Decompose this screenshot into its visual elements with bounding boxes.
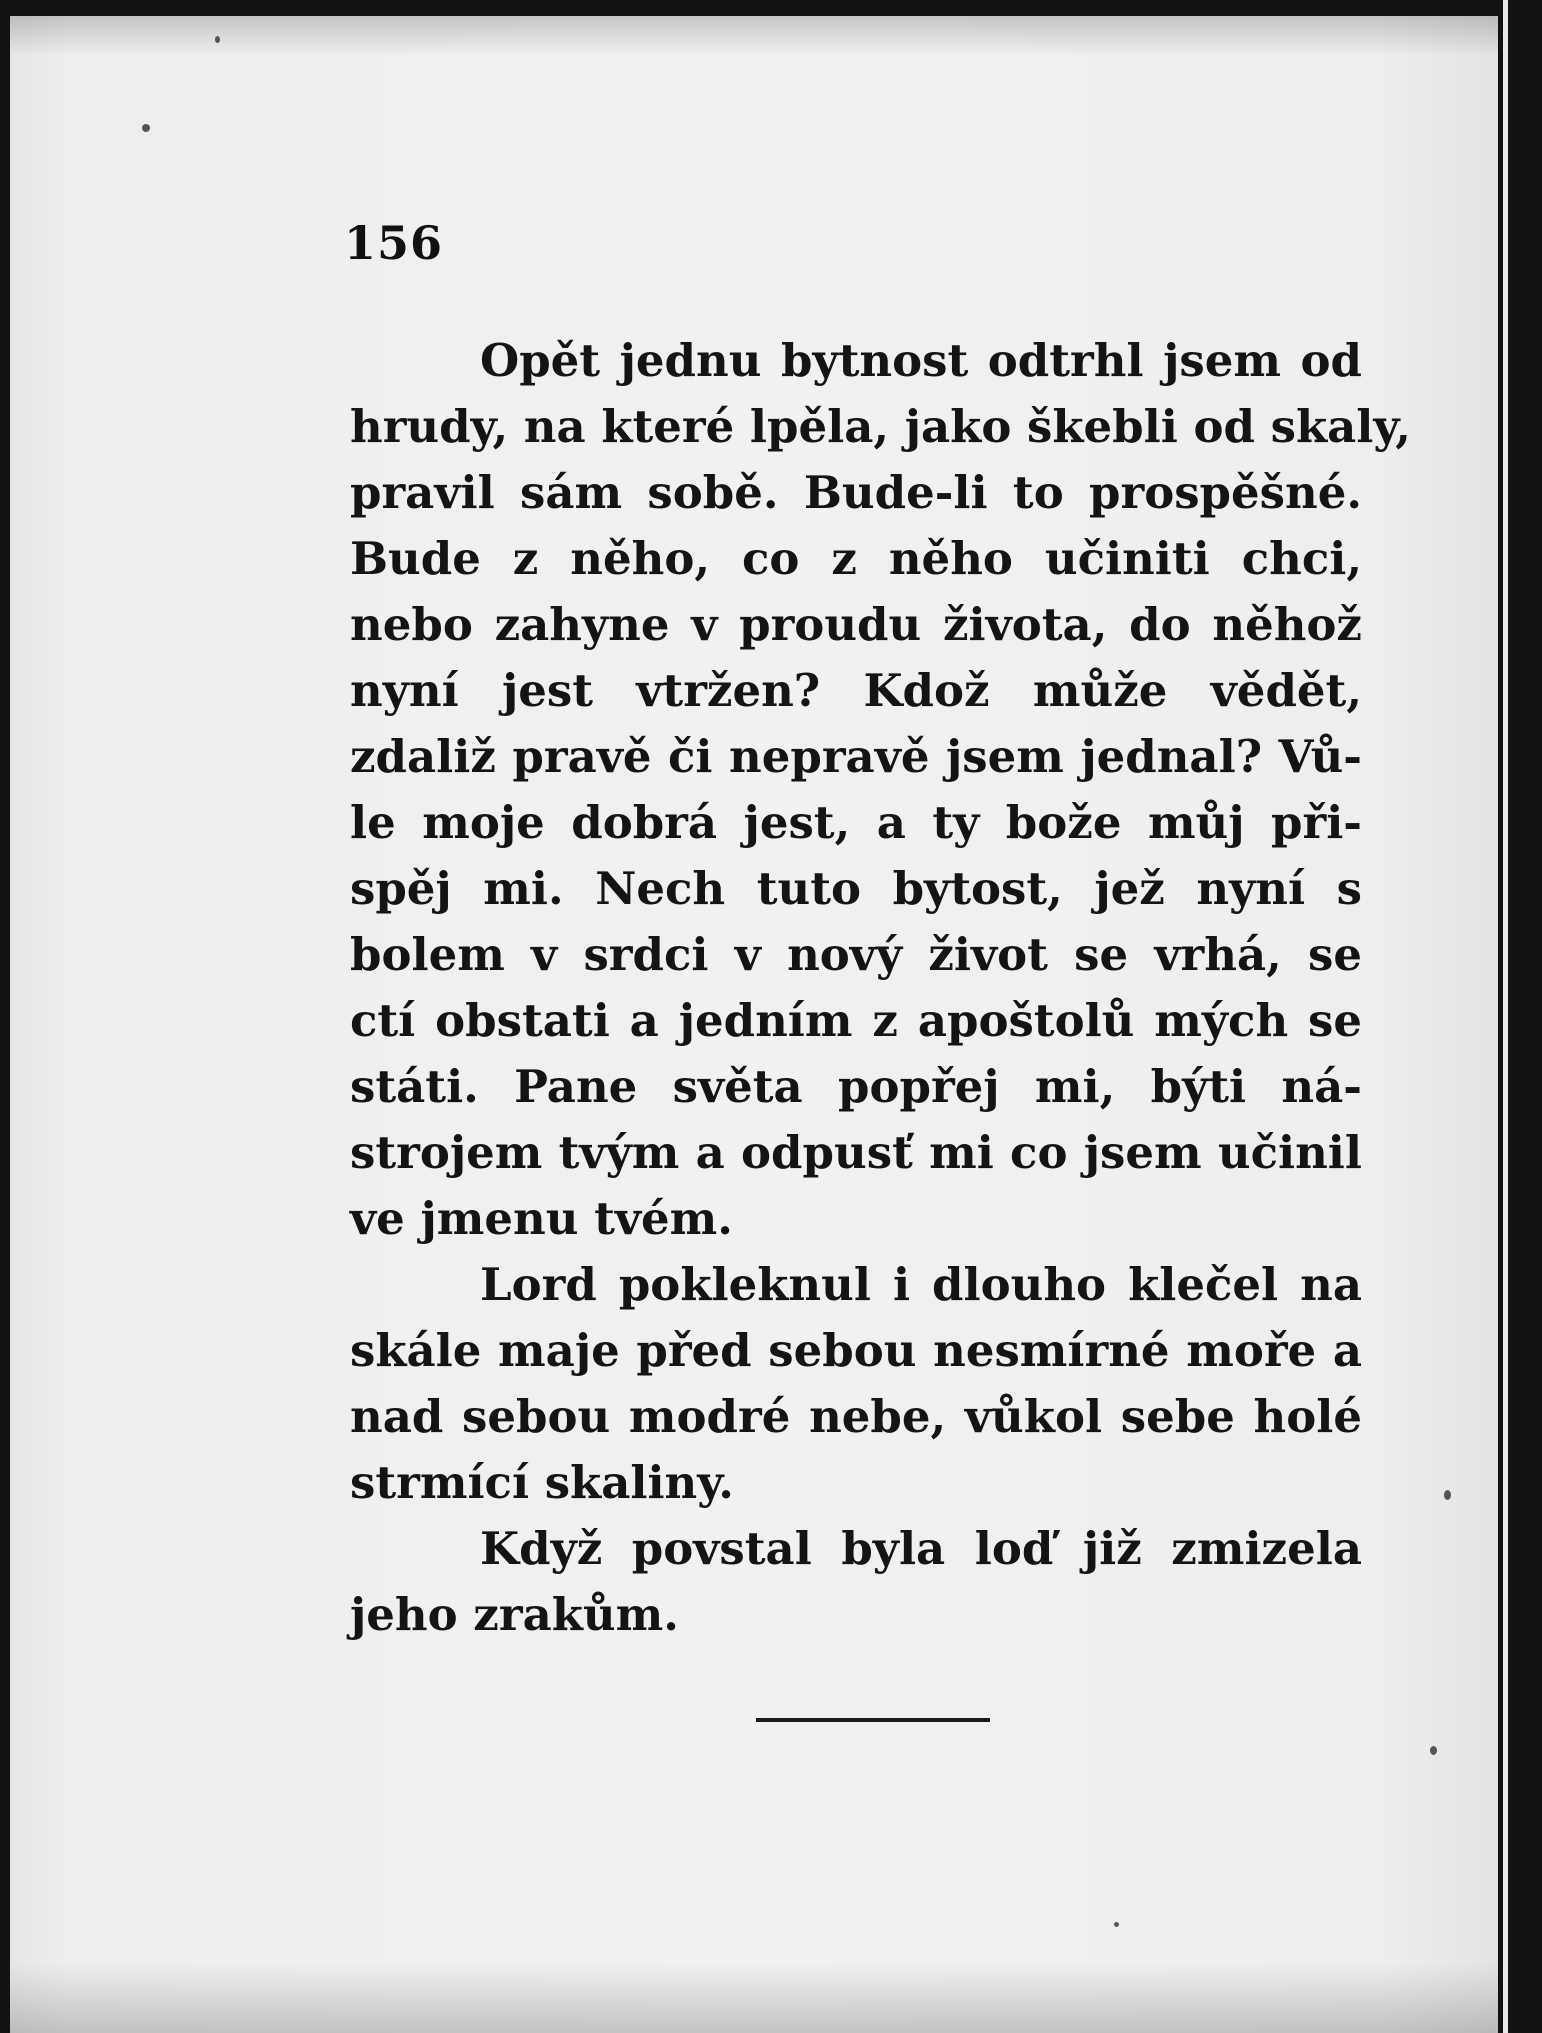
text-line: pravil sám sobě. Bude-li to prospěšné.	[350, 466, 1362, 519]
right-page-edge	[1503, 0, 1508, 2033]
text-line: ctí obstati a jedním z apoštolů mých se	[350, 994, 1362, 1047]
text-line: nebo zahyne v proudu života, do něhož	[350, 598, 1362, 651]
text-line: strmící skaliny.	[350, 1456, 734, 1509]
text-line: Lord pokleknul i dlouho klečel na	[480, 1258, 1362, 1311]
text-line: ve jmenu tvém.	[350, 1192, 733, 1245]
print-speck	[142, 124, 150, 132]
text-line: nad sebou modré nebe, vůkol sebe holé	[350, 1390, 1362, 1443]
body-text	[350, 328, 1411, 1648]
text-line: hrudy, na které lpěla, jako škebli od skaly,	[350, 400, 1411, 453]
text-line: zdaliž pravě či nepravě jsem jednal? Vů-	[350, 730, 1362, 783]
page-number: 156	[344, 216, 444, 270]
text-line: Bude z něho, co z něho učiniti chci,	[350, 532, 1362, 585]
book-page	[10, 16, 1498, 2033]
text-line: skále maje před sebou nesmírné moře a	[350, 1324, 1362, 1377]
text-line: le moje dobrá jest, a ty bože můj při-	[350, 796, 1362, 849]
text-line: spěj mi. Nech tuto bytost, jež nyní s	[350, 862, 1362, 915]
end-rule	[756, 1718, 990, 1722]
print-speck	[1114, 1922, 1119, 1927]
text-line: Když povstal byla loď již zmizela	[480, 1522, 1362, 1575]
print-speck	[215, 36, 220, 43]
text-line: nyní jest vtržen? Kdož může vědět,	[350, 664, 1362, 717]
text-line: státi. Pane světa popřej mi, býti ná-	[350, 1060, 1362, 1113]
text-line: Opět jednu bytnost odtrhl jsem od	[480, 334, 1362, 387]
text-line: strojem tvým a odpusť mi co jsem učinil	[350, 1126, 1362, 1179]
text-line: jeho zrakům.	[350, 1588, 679, 1641]
print-speck	[1444, 1490, 1451, 1500]
text-line: bolem v srdci v nový život se vrhá, se	[350, 928, 1362, 981]
print-speck	[1430, 1746, 1437, 1755]
